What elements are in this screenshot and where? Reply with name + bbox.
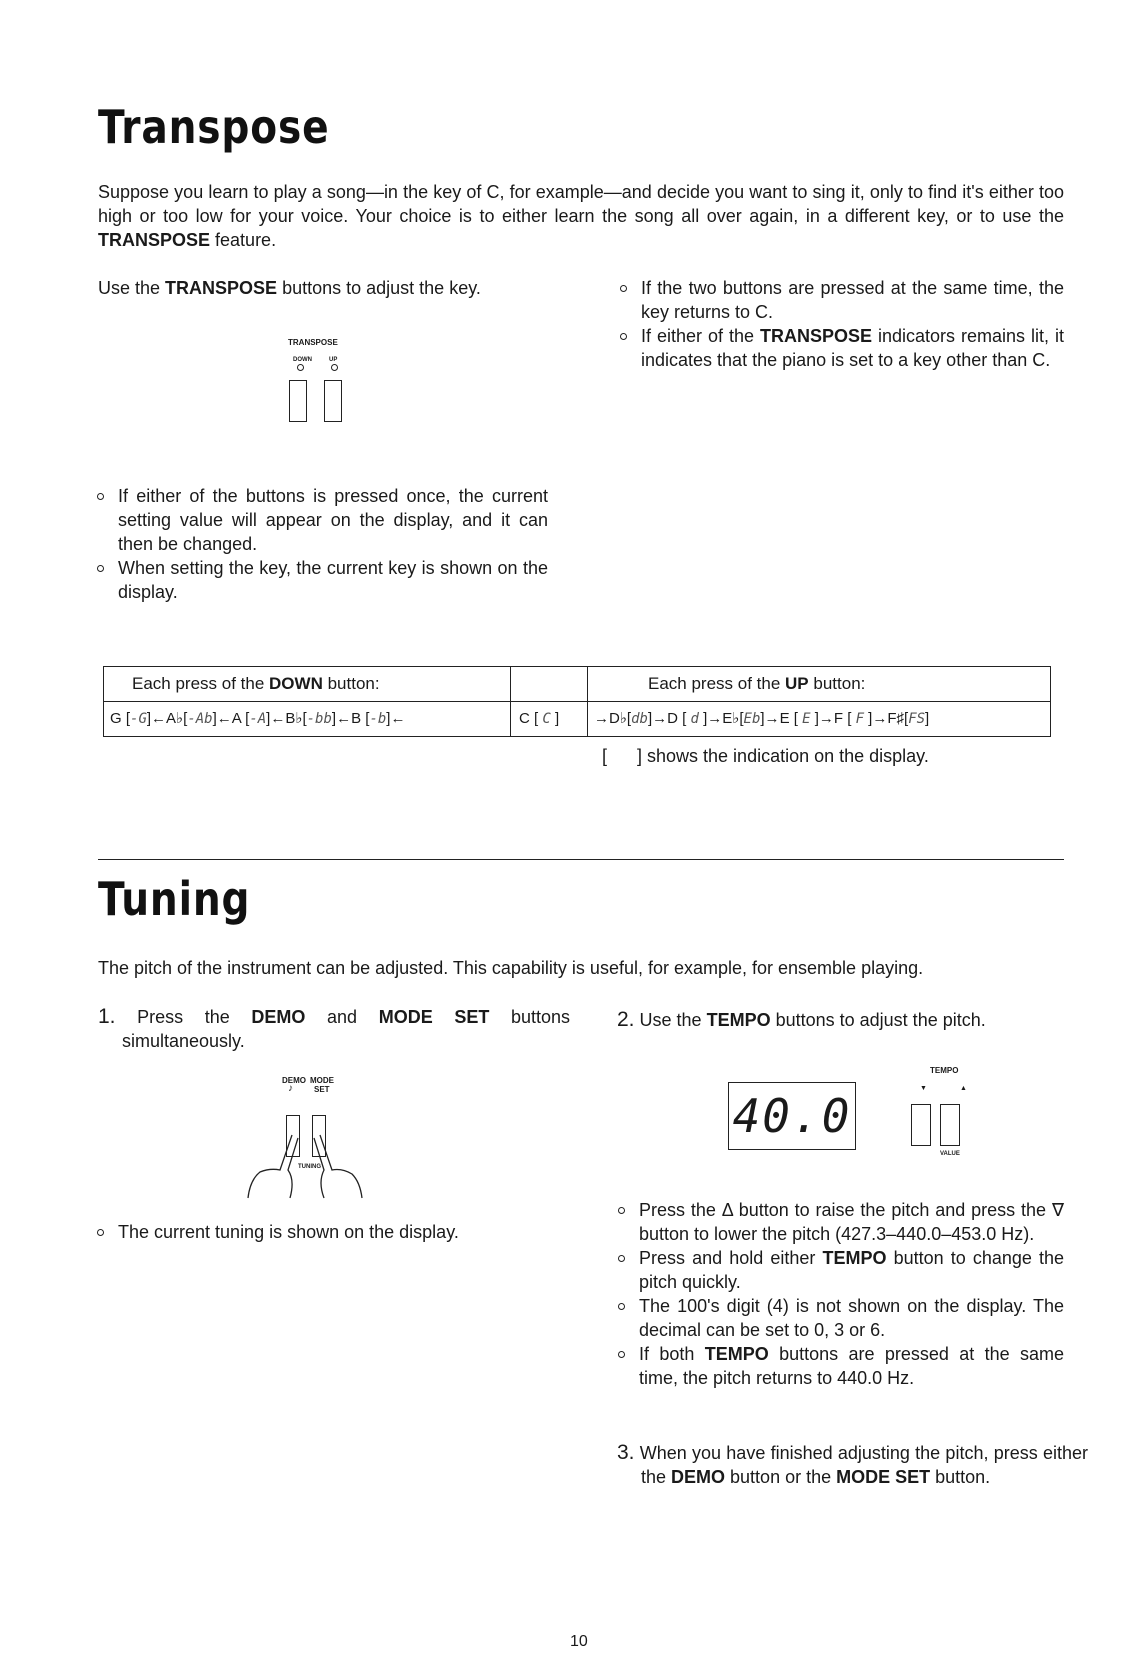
center-key: C [ C ] xyxy=(511,702,588,737)
transpose-down-button[interactable] xyxy=(289,380,307,422)
down-sequence: G [-G]←A♭[-Ab]←A [-A]←B♭[-bb]←B [-b]← xyxy=(104,702,511,737)
key: B♭ xyxy=(285,710,303,727)
tempo-down-button[interactable] xyxy=(911,1104,931,1146)
text: Use the xyxy=(98,278,166,298)
key: D♭ xyxy=(609,710,627,727)
text-bold: DEMO xyxy=(251,1007,306,1027)
key: E♭ xyxy=(722,710,740,727)
table-row xyxy=(104,702,1051,737)
text: If either of the xyxy=(641,326,760,346)
transpose-use-text xyxy=(98,276,558,300)
tempo-up-button[interactable] xyxy=(940,1104,960,1146)
text: Each press of the xyxy=(648,674,786,693)
text-bold: TEMPO xyxy=(822,1248,887,1268)
text: When you have finished adjusting the pitch, press either the xyxy=(639,1443,1088,1487)
up-header xyxy=(588,667,1051,702)
text-bold: TEMPO xyxy=(704,1344,769,1364)
text: Each press of the xyxy=(132,674,270,693)
bullet: The 100's digit (4) is not shown on the display. The decimal can be set to 0, 3 or 6. xyxy=(615,1294,1064,1342)
display-value: 40.0 xyxy=(732,1089,852,1143)
display-code: C xyxy=(542,711,551,727)
bullet xyxy=(615,1342,1064,1390)
text-bold: TRANSPOSE xyxy=(759,326,873,346)
text: buttons to adjust the pitch. xyxy=(770,1010,986,1030)
transpose-intro xyxy=(98,180,1064,252)
down-label: DOWN xyxy=(293,357,312,363)
key: E xyxy=(779,710,790,727)
text-bold: TRANSPOSE xyxy=(165,278,278,298)
text: buttons to adjust the key. xyxy=(277,278,481,298)
up-label: UP xyxy=(329,357,338,363)
display-code: db xyxy=(631,711,648,727)
key: B xyxy=(351,710,362,727)
text: button or the xyxy=(725,1467,837,1487)
step-number: 1. xyxy=(98,1005,116,1028)
step-2 xyxy=(617,1008,1088,1032)
step-number: 3. xyxy=(617,1441,635,1464)
text-bold: MODE SET xyxy=(836,1467,931,1487)
display-code: d xyxy=(690,711,699,727)
text: Use the xyxy=(639,1010,707,1030)
down-indicator-icon xyxy=(297,364,304,371)
transpose-label: TRANSPOSE xyxy=(288,338,338,347)
text: If both xyxy=(639,1344,705,1364)
bullet xyxy=(615,1246,1064,1294)
table-footnote: [ ] shows the indication on the display. xyxy=(602,746,929,766)
text: button. xyxy=(930,1467,991,1487)
text: and xyxy=(305,1007,379,1027)
transpose-right-bullets xyxy=(617,276,1064,372)
step-number: 2. xyxy=(617,1008,635,1031)
table-header-row xyxy=(104,667,1051,702)
bullet: Press the Δ button to raise the pitch and press the ∇ button to lower the pitch (427.3–440.0–453.0 Hz). xyxy=(615,1198,1064,1246)
display-code: -A xyxy=(249,711,267,727)
step-3 xyxy=(617,1441,1088,1489)
key: A♭ xyxy=(166,710,184,727)
step-1 xyxy=(98,1005,570,1053)
text-bold: DEMO xyxy=(671,1467,726,1487)
bullet: If the two buttons are pressed at the same time, the key returns to C. xyxy=(617,276,1064,324)
down-header xyxy=(104,667,511,702)
text-bold: DOWN xyxy=(269,674,323,693)
text: Press the xyxy=(137,1007,252,1027)
transpose-key-table xyxy=(103,666,1051,737)
transpose-buttons-diagram xyxy=(280,338,360,428)
key: F♯ xyxy=(887,710,905,727)
note-icon: ♪ xyxy=(288,1083,293,1094)
up-indicator-icon xyxy=(331,364,338,371)
display-code: -Ab xyxy=(187,711,213,727)
display-code: FS xyxy=(908,711,926,727)
section-divider xyxy=(98,859,1064,860)
up-arrow-icon: ▲ xyxy=(960,1085,967,1092)
set-label: SET xyxy=(314,1085,330,1094)
mode-label: MODE xyxy=(310,1076,334,1085)
pressing-hands-icon xyxy=(240,1130,400,1200)
display-code: F xyxy=(855,711,864,727)
demo-mode-set-diagram xyxy=(240,1070,400,1200)
tuning-label: TUNING xyxy=(298,1164,321,1170)
key: F xyxy=(833,710,844,727)
step-1-bullets xyxy=(94,1220,554,1244)
text: Suppose you learn to play a song—in the key of C, for example—and decide you want to sing it, only to find it's either too high or too low for your voice. Your choice is to either learn the song all over again, in a different key, or to use the xyxy=(98,182,1064,226)
text: buttons are pressed at the same time, the pitch returns to 440.0 Hz. xyxy=(639,1344,1064,1388)
bullet: The current tuning is shown on the display. xyxy=(94,1220,554,1244)
text: button to change the pitch quickly. xyxy=(639,1248,1065,1292)
text: button: xyxy=(808,674,866,693)
key: G xyxy=(110,710,122,727)
display-code: E xyxy=(802,711,811,727)
tuning-title: Tuning xyxy=(98,872,251,926)
page-number: 10 xyxy=(570,1633,588,1650)
text: Press and hold either xyxy=(639,1248,823,1268)
demo-label: DEMO xyxy=(282,1076,306,1085)
text-bold: MODE SET xyxy=(378,1007,490,1027)
text-bold: TRANSPOSE xyxy=(98,230,211,250)
up-sequence: →D♭[db]→D [ d ]→E♭[Eb]→E [ E ]→F [ F ]→F♯[FS] xyxy=(588,702,1051,737)
text: buttons simultaneously. xyxy=(122,1007,570,1051)
text-bold: UP xyxy=(785,674,809,693)
tempo-label: TEMPO xyxy=(930,1066,959,1075)
text-bold: TEMPO xyxy=(706,1010,771,1030)
display-code: Eb xyxy=(743,711,761,727)
transpose-left-bullets xyxy=(94,484,548,604)
display-code: -G xyxy=(130,711,147,727)
text: feature. xyxy=(210,230,277,250)
tuning-intro: The pitch of the instrument can be adjusted. This capability is useful, for example, for ensemble playing. xyxy=(98,958,924,978)
transpose-title: Transpose xyxy=(98,100,330,154)
text: indicators remains lit, it indicates that the piano is set to a key other than C. xyxy=(641,326,1064,370)
bullet: When setting the key, the current key is shown on the display. xyxy=(94,556,548,604)
value-label: VALUE xyxy=(940,1151,960,1157)
down-arrow-icon: ▼ xyxy=(920,1085,927,1092)
display-code: -bb xyxy=(306,711,332,727)
display-code: -b xyxy=(369,711,387,727)
key: D xyxy=(667,710,678,727)
led-display xyxy=(728,1082,856,1150)
bullet: If either of the buttons is pressed once, the current setting value will appear on the display, and it can then be changed. xyxy=(94,484,548,556)
text: button: xyxy=(322,674,380,693)
key: A xyxy=(231,710,241,727)
tempo-diagram xyxy=(728,1060,988,1160)
center-header xyxy=(511,667,588,702)
bullet xyxy=(617,324,1064,372)
key: C xyxy=(519,710,530,727)
step-2-bullets xyxy=(615,1198,1064,1390)
transpose-up-button[interactable] xyxy=(324,380,342,422)
